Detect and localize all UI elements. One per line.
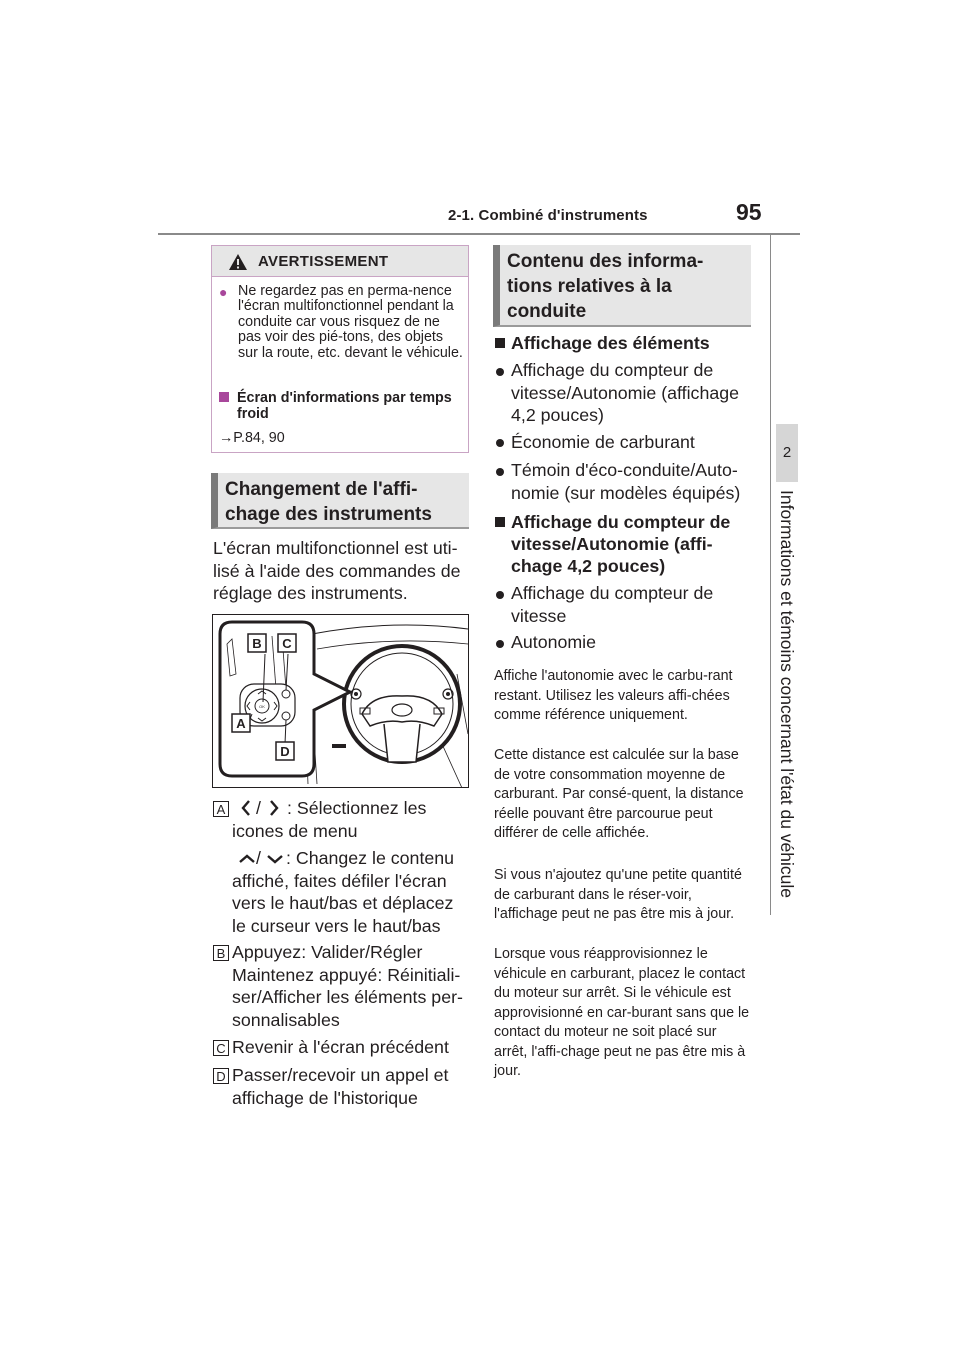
bullet-icon: [496, 591, 504, 599]
warning-text: Ne regardez pas en perma-nence l'écran multifonctionnel pendant la conduite car vous risquez de ne pas voir des pié-tons, des objets sur la route, etc. devant le véhicule.: [238, 283, 463, 361]
warning-reference: →P.84, 90: [219, 430, 285, 446]
subheading-icon: [495, 338, 505, 348]
header-rule: [158, 233, 800, 235]
callout-b: B: [252, 636, 262, 651]
bullet-icon: [496, 439, 504, 447]
warning-title: AVERTISSEMENT: [258, 253, 389, 270]
slash-2: /: [256, 848, 261, 868]
section-heading: Changement de l'affi-chage des instruments: [225, 479, 432, 525]
subheading-icon: [495, 517, 505, 527]
list2-item-1: Affichage du compteur de vitesse: [511, 583, 714, 626]
control-updown-text: : Changez le contenu affiché, faites défiler l'écran vers le haut/bas et déplacez le curseur vers le haut/bas: [232, 848, 455, 936]
callout-c: C: [282, 636, 292, 651]
control-a-text: : Sélectionnez les icones de menu: [232, 798, 427, 841]
callout-d: D: [280, 744, 290, 759]
bullet-icon: [496, 368, 504, 376]
paragraph-4: Lorsque vous réapprovisionnez le véhicule en carburant, placez le contact du moteur sur arrêt. Si le véhicule est approvisionné en car-burant sans que le contact du moteur ne soit placé sur arrêt, l'affi-chage peut ne pas être mis à jour.: [494, 946, 750, 1079]
label-d: D: [213, 1068, 229, 1084]
warning-bullet-icon: ●: [219, 284, 228, 300]
paragraph-1: Affiche l'autonomie avec le carbu-rant restant. Utilisez les valeurs affi-chées comme référence uniquement.: [494, 668, 733, 723]
section-heading-2: Contenu des informa-tions relatives à la conduite: [507, 251, 704, 322]
warning-subheading-icon: [219, 392, 229, 402]
paragraph-2: Cette distance est calculée sur la base de votre consommation moyenne de carburant. Par consé-quent, la distance réelle pouvant être parcourue peut différer de celle affichée.: [494, 747, 744, 841]
section-title: 2-1. Combiné d'instruments: [448, 207, 648, 224]
slash: /: [256, 798, 261, 818]
callout-a: A: [236, 716, 246, 731]
warning-triangle-icon: [228, 253, 248, 271]
control-d-text: Passer/recevoir un appel et affichage de l'historique: [232, 1065, 449, 1108]
intro-paragraph: L'écran multifonctionnel est uti-lisé à l'aide des commandes de réglage des instruments.: [213, 538, 461, 603]
list1-item-2: Économie de carburant: [511, 432, 695, 452]
control-c-text: Revenir à l'écran précédent: [232, 1037, 449, 1057]
warning-subheading: Écran d'informations par temps froid: [237, 390, 452, 422]
control-b-text: Appuyez: Valider/Régler Maintenez appuyé: Réinitiali-ser/Afficher les éléments per-sonnalisables: [232, 942, 463, 1030]
steering-wheel-illustration: [212, 614, 469, 788]
list2-item-2: Autonomie: [511, 632, 597, 652]
ok-button-text: OK: [259, 704, 265, 709]
page-number: 95: [736, 199, 762, 225]
label-c: C: [213, 1040, 229, 1056]
chapter-title: Informations et témoins concernant l'état du véhicule: [777, 490, 797, 899]
subheading-1: Affichage des éléments: [511, 333, 710, 353]
paragraph-3: Si vous n'ajoutez qu'une petite quantité de carburant dans le réser-voir, l'affichage peut ne pas être mis à jour.: [494, 867, 742, 922]
label-b: B: [213, 945, 229, 961]
label-a: A: [213, 801, 229, 817]
chapter-number: 2: [782, 444, 792, 461]
bullet-icon: [496, 468, 504, 476]
list1-item-3: Témoin d'éco-conduite/Auto-nomie (sur modèles équipés): [511, 460, 741, 503]
bullet-icon: [496, 640, 504, 648]
subheading-2: Affichage du compteur de vitesse/Autonomie (affi-chage 4,2 pouces): [511, 512, 731, 576]
list1-item-1: Affichage du compteur de vitesse/Autonomie (affichage 4,2 pouces): [511, 360, 739, 425]
